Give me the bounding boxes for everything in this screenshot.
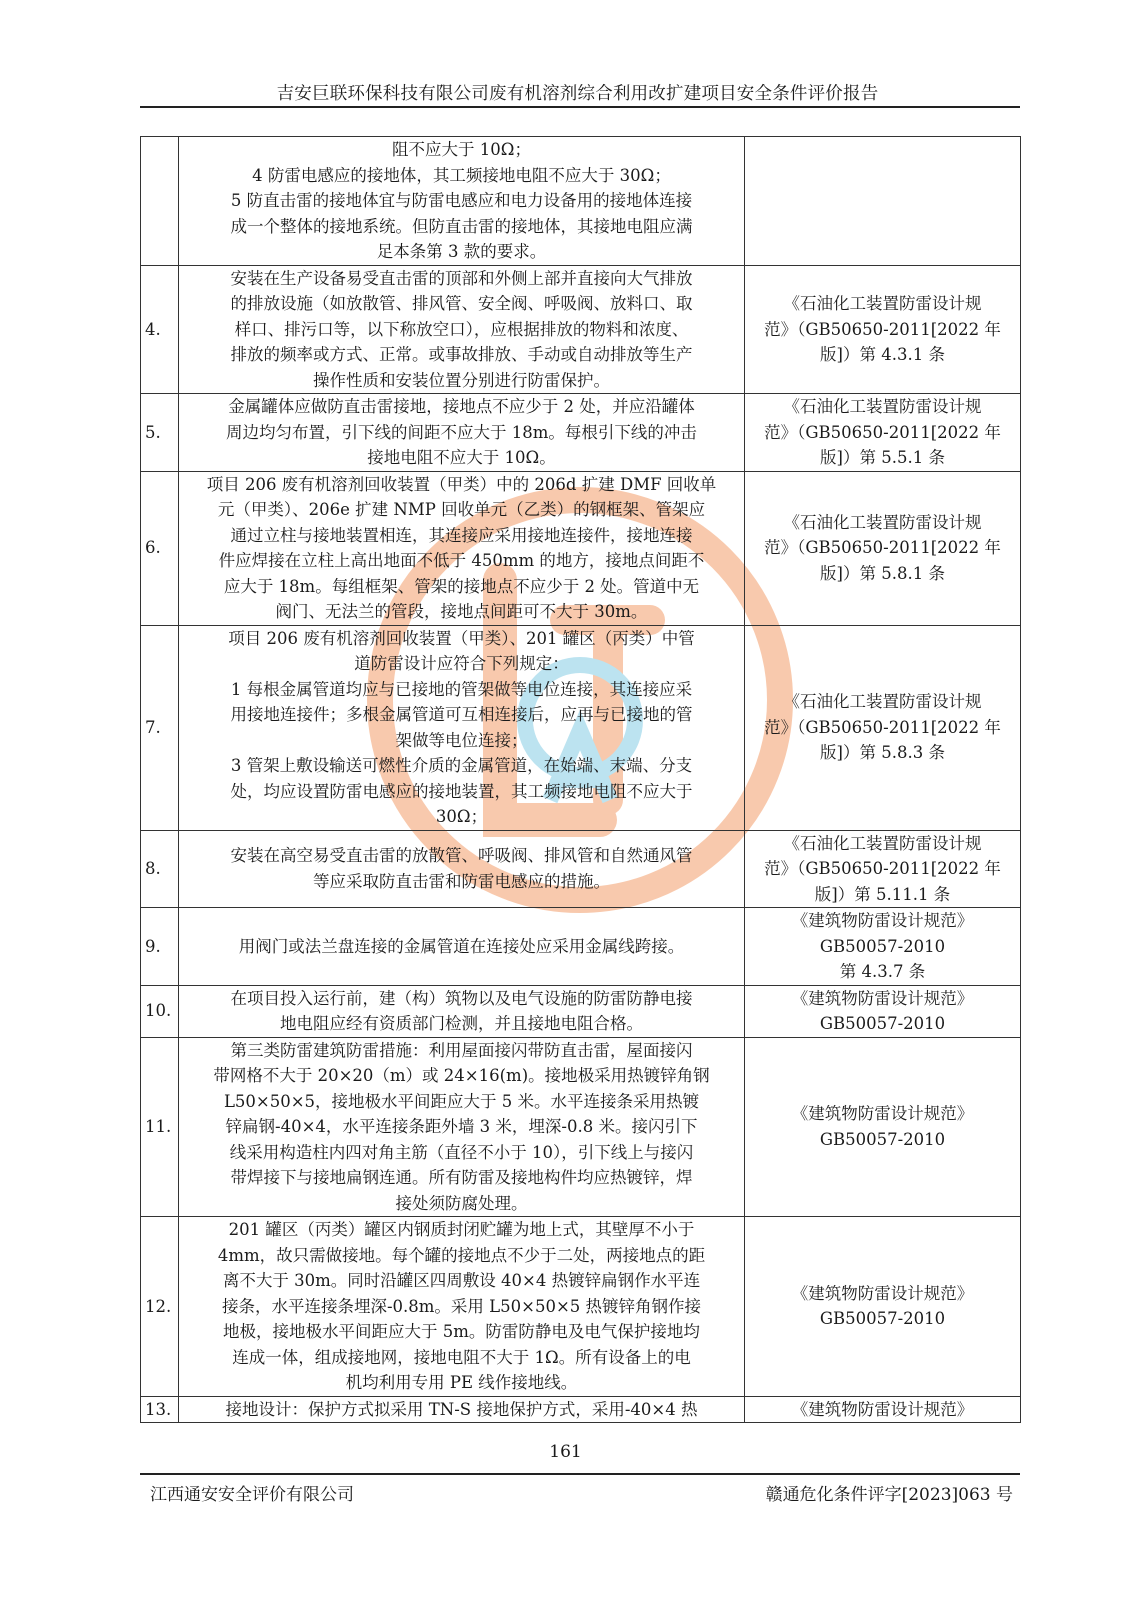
requirement-line: 等应采取防直击雷和防雷电感应的措施。 (313, 871, 610, 891)
reference-line: 范》（GB50650-2011[2022 年 (764, 422, 1001, 442)
standard-reference-cell (745, 265, 1021, 394)
requirement-line: 的排放设施（如放散管、排风管、安全阀、呼吸阀、放料口、取 (230, 294, 693, 313)
row-number: 11. (141, 1037, 179, 1217)
requirement-cell (179, 394, 745, 472)
page-number: 161 (549, 1442, 582, 1462)
requirement-line: 阻不应大于 10Ω； (392, 140, 531, 159)
requirement-line: 处，均应设置防雷电感应的接地装置，其工频接地电阻不应大于 (230, 781, 693, 801)
standards-table-wrapper (140, 136, 1020, 1423)
table-row (141, 908, 1021, 986)
reference-line: 版]）第 4.3.1 条 (820, 345, 945, 364)
requirement-cell (179, 1037, 745, 1217)
standard-reference-cell (745, 1037, 1021, 1217)
requirement-line: 项目 206 废有机溶剂回收装置（甲类）、201 罐区（丙类）中管 (228, 628, 695, 648)
row-number: 9. (141, 908, 179, 986)
row-number: 6. (141, 471, 179, 625)
reference-line: 版]）第 5.8.1 条 (820, 563, 945, 583)
standards-table-body (141, 137, 1021, 1423)
reference-line: 范》（GB50650-2011[2022 年 (764, 859, 1001, 878)
requirement-line: 阀门、无法兰的管段，接地点间距可不大于 30m。 (275, 602, 648, 621)
requirement-line: 1 每根金属管道均应与已接地的管架做等电位连接，其连接应采 (230, 679, 693, 699)
requirement-line: 金属罐体应做防直击雷接地，接地点不应少于 2 处，并应沿罐体 (228, 397, 695, 416)
requirement-cell (179, 985, 745, 1037)
header-rule (140, 106, 1020, 108)
table-row (141, 265, 1021, 394)
standards-table (140, 136, 1021, 1423)
row-number: 8. (141, 830, 179, 908)
standard-reference-cell (745, 137, 1021, 266)
footer-company: 江西通安安全评价有限公司 (150, 1485, 354, 1505)
standard-reference-cell (745, 394, 1021, 472)
requirement-line: 地电阻应经有资质部门检测，并且接地电阻合格。 (280, 1014, 643, 1033)
requirement-line: 件应焊接在立柱上高出地面不低于 450mm 的地方，接地点间距不 (218, 551, 705, 570)
footer-rule (140, 1473, 1020, 1475)
table-row (141, 394, 1021, 472)
requirement-line: 道防雷设计应符合下列规定： (354, 654, 569, 673)
reference-line: 《建筑物防雷设计规范》 (791, 1104, 974, 1124)
requirement-line: 接地电阻不应大于 10Ω。 (367, 448, 556, 467)
requirement-line: 在项目投入运行前，建（构）筑物以及电气设施的防雷防静电接 (230, 988, 693, 1008)
requirement-cell (179, 625, 745, 830)
reference-line: 《石油化工装置防雷设计规 (783, 692, 982, 712)
requirement-line: 成一个整体的接地系统。但防直击雷的接地体，其接地电阻应满 (230, 216, 693, 236)
requirement-line: 项目 206 废有机溶剂回收装置（甲类）中的 206d 扩建 DMF 回收单 (206, 474, 717, 494)
requirement-cell (179, 1217, 745, 1397)
standard-reference-cell (745, 625, 1021, 830)
reference-line: 范》（GB50650-2011[2022 年 (764, 717, 1001, 737)
requirement-line: 排放的频率或方式、正常。或事故排放、手动或自动排放等生产 (230, 345, 693, 364)
requirement-line: 3 管架上敷设输送可燃性介质的金属管道，在始端、末端、分支 (230, 756, 693, 775)
table-row (141, 985, 1021, 1037)
table-row (141, 137, 1021, 266)
requirement-line: 通过立柱与接地装置相连，其连接应采用接地连接件，接地连接 (230, 525, 693, 545)
reference-line: GB50057-2010 (819, 1014, 946, 1033)
requirement-cell (179, 265, 745, 394)
page-header-title: 吉安巨联环保科技有限公司废有机溶剂综合利用改扩建项目安全条件评价报告 (276, 84, 879, 104)
requirement-line: 离不大于 30m。同时沿罐区四周敷设 40×4 热镀锌扁钢作水平连 (222, 1271, 701, 1290)
requirement-line: 接处须防腐处理。 (395, 1193, 528, 1213)
table-row (141, 471, 1021, 625)
row-number: 4. (141, 265, 179, 394)
reference-line: 《石油化工装置防雷设计规 (783, 833, 982, 853)
requirement-line: 安装在高空易受直击雷的放散管、呼吸阀、排风管和自然通风管 (230, 846, 693, 866)
requirement-line: 样口、排污口等，以下称放空口），应根据排放的物料和浓度、 (234, 319, 689, 339)
row-number: 5. (141, 394, 179, 472)
requirement-line: 30Ω； (435, 807, 488, 826)
requirement-cell (179, 908, 745, 986)
reference-line: 《建筑物防雷设计规范》 (791, 911, 974, 930)
requirement-line: 带网格不大于 20×20（m）或 24×16(m)。接地极采用热镀锌角钢 (213, 1066, 710, 1085)
requirement-line: 接条，水平连接条埋深-0.8m。采用 L50×50×5 热镀锌角钢作接 (221, 1296, 702, 1316)
requirement-cell (179, 1396, 745, 1423)
requirement-line: 机均利用专用 PE 线作接地线。 (345, 1373, 578, 1392)
row-number: 7. (141, 625, 179, 830)
table-row (141, 830, 1021, 908)
requirement-line: 元（甲类）、206e 扩建 NMP 回收单元（乙类）的钢框架、管架应 (217, 500, 706, 519)
requirement-line: 架做等电位连接； (395, 730, 528, 750)
requirement-line: 足本条第 3 款的要求。 (376, 242, 547, 261)
reference-line: GB50057-2010 (819, 1129, 946, 1149)
requirement-line: 操作性质和安装位置分别进行防雷保护。 (313, 370, 610, 390)
reference-line: 版]）第 5.5.1 条 (820, 448, 945, 467)
requirement-line: 201 罐区（丙类）罐区内钢质封闭贮罐为地上式，其壁厚不小于 (228, 1220, 695, 1239)
reference-line: 范》（GB50650-2011[2022 年 (764, 538, 1001, 558)
requirement-line: 用阀门或法兰盘连接的金属管道在连接处应采用金属线跨接。 (238, 936, 685, 956)
requirement-line: 4mm，故只需做接地。每个罐的接地点不少于二处，两接地点的距 (217, 1245, 706, 1265)
reference-line: 版]）第 5.11.1 条 (814, 884, 951, 904)
requirement-line: 第三类防雷建筑防雷措施：利用屋面接闪带防直击雷，屋面接闪 (230, 1040, 693, 1060)
requirement-line: 周边均匀布置，引下线的间距不应大于 18m。每根引下线的冲击 (226, 422, 697, 442)
standard-reference-cell (745, 471, 1021, 625)
requirement-line: 连成一体，组成接地网，接地电阻不大于 1Ω。所有设备上的电 (232, 1347, 691, 1367)
requirement-cell (179, 471, 745, 625)
requirement-line: 地极，接地极水平间距应大于 5m。防雷防静电及电气保护接地均 (223, 1322, 700, 1341)
requirement-line: 5 防直击雷的接地体宜与防雷电感应和电力设备用的接地体连接 (230, 191, 693, 210)
requirement-line: L50×50×5，接地极水平间距应大于 5 米。水平连接条采用热镀 (223, 1091, 700, 1111)
requirement-line: 锌扁钢-40×4，水平连接条距外墙 3 米，埋深-0.8 米。接闪引下 (225, 1117, 698, 1136)
requirement-line: 4 防雷电感应的接地体，其工频接地电阻不应大于 30Ω； (252, 165, 671, 185)
reference-line: 《石油化工装置防雷设计规 (783, 397, 982, 416)
standard-reference-cell (745, 830, 1021, 908)
table-row (141, 625, 1021, 830)
requirement-cell (179, 830, 745, 908)
standard-reference-cell (745, 908, 1021, 986)
reference-line: 《石油化工装置防雷设计规 (783, 512, 982, 532)
standard-reference-cell (745, 1217, 1021, 1397)
requirement-line: 应大于 18m。每组框架、管架的接地点不应少于 2 处。管道中无 (223, 576, 700, 596)
reference-line: GB50057-2010 (819, 1309, 946, 1329)
requirement-line: 带焊接下与接地扁钢连通。所有防雷及接地构件均应热镀锌，焊 (230, 1168, 693, 1187)
table-row (141, 1037, 1021, 1217)
reference-line: 《建筑物防雷设计规范》 (791, 1399, 974, 1419)
requirement-line: 接地设计：保护方式拟采用 TN-S 接地保护方式，采用-40×4 热 (225, 1399, 698, 1419)
requirement-cell (179, 137, 745, 266)
row-number: 13. (141, 1396, 179, 1423)
requirement-line: 安装在生产设备易受直击雷的顶部和外侧上部并直接向大气排放 (230, 268, 693, 288)
reference-line: 《建筑物防雷设计规范》 (791, 988, 974, 1008)
row-number (141, 137, 179, 266)
standard-reference-cell (745, 1396, 1021, 1423)
footer-document-number: 赣通危化条件评字[2023]063 号 (765, 1485, 1013, 1505)
table-row (141, 1396, 1021, 1423)
table-row (141, 1217, 1021, 1397)
reference-line: 版]）第 5.8.3 条 (820, 743, 945, 763)
reference-line: 《石油化工装置防雷设计规 (783, 294, 982, 313)
reference-line: 第 4.3.7 条 (839, 962, 926, 981)
row-number: 10. (141, 985, 179, 1037)
reference-line: 《建筑物防雷设计规范》 (791, 1283, 974, 1303)
reference-line: GB50057-2010 (819, 936, 946, 956)
standard-reference-cell (745, 985, 1021, 1037)
requirement-line: 线采用构造柱内四对角主筋（直径不小于 10），引下线上与接闪 (229, 1142, 694, 1162)
row-number: 12. (141, 1217, 179, 1397)
requirement-line: 用接地连接件；多根金属管道可互相连接后，应再与已接地的管 (230, 705, 693, 724)
reference-line: 范》（GB50650-2011[2022 年 (764, 319, 1001, 339)
